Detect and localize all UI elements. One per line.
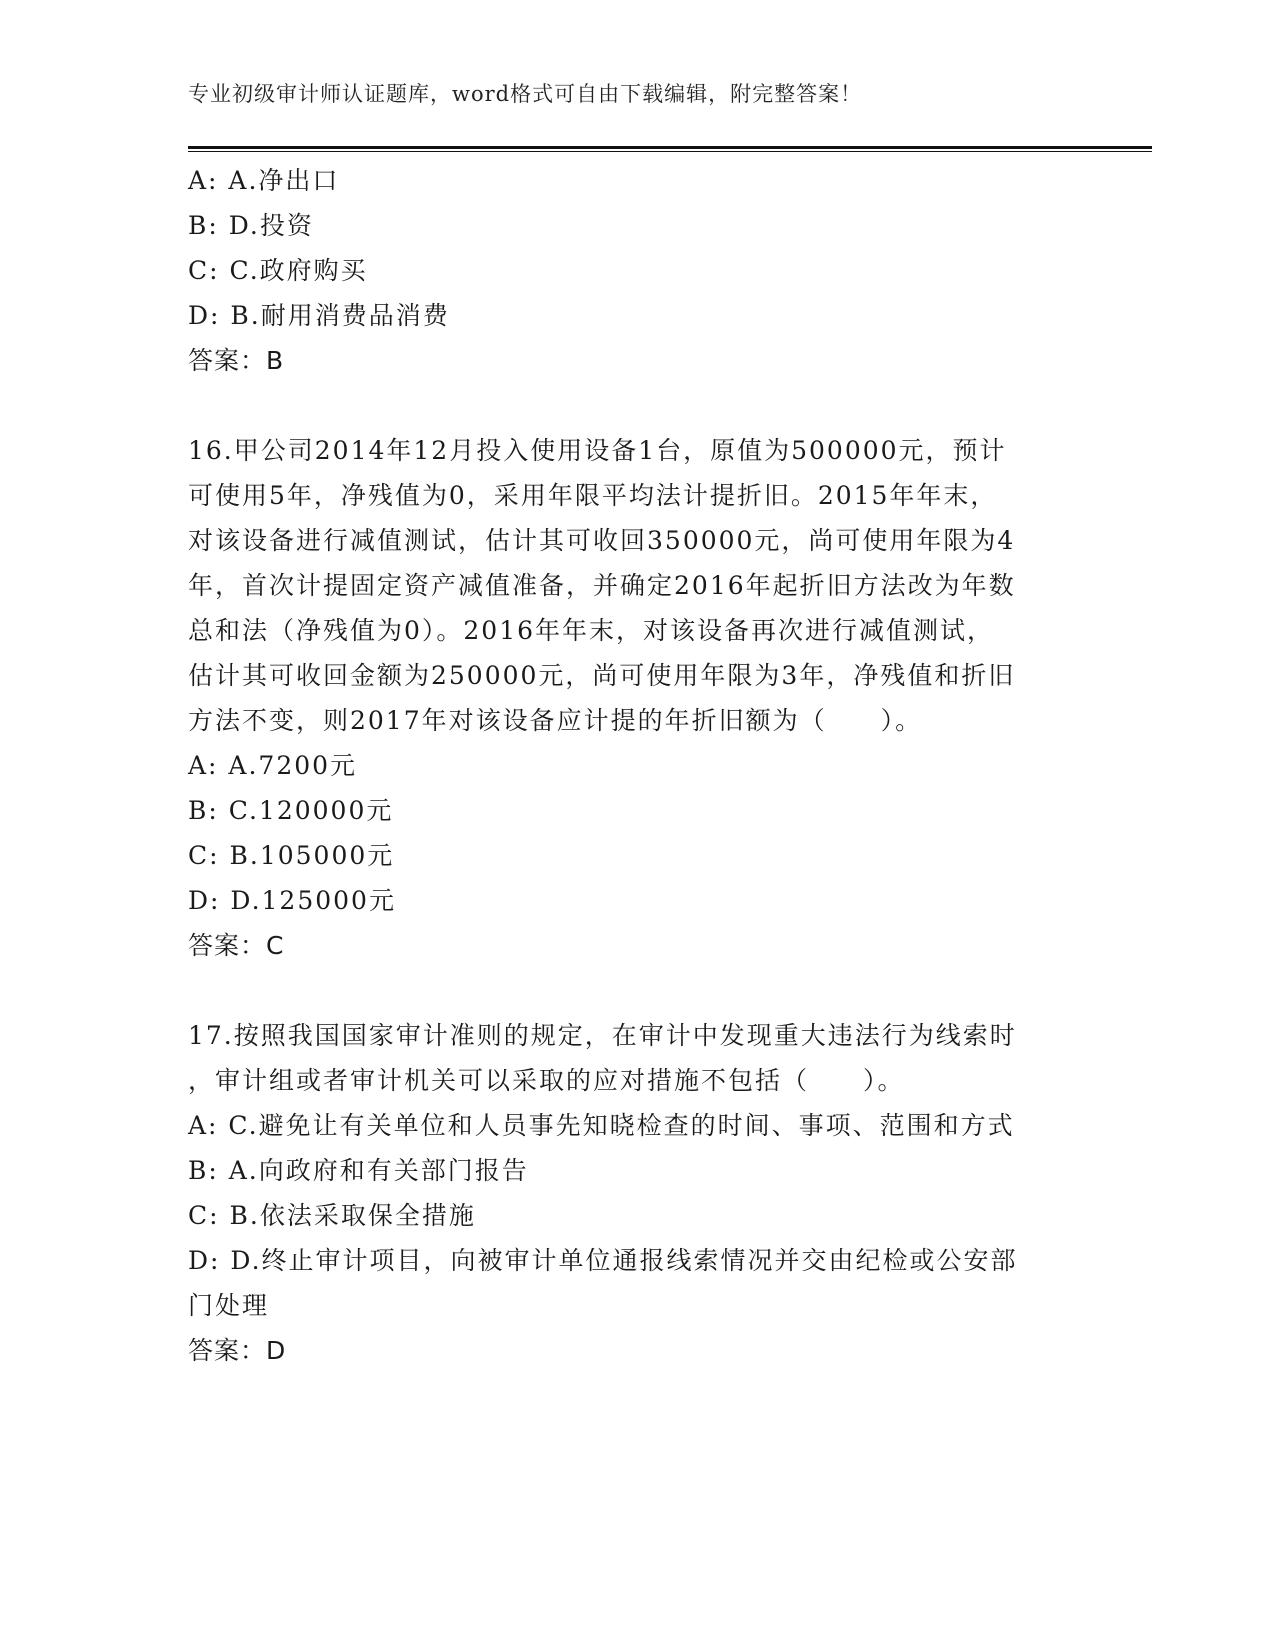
answer-line: 答案：B xyxy=(188,346,285,375)
question-stem-line: ，审计组或者审计机关可以采取的应对措施不包括（ ）。 xyxy=(188,1066,905,1095)
option-a: A: C.避免让有关单位和人员事先知晓检查的时间、事项、范围和方式 xyxy=(188,1111,1015,1140)
option-b: B: C.120000元 xyxy=(188,796,394,825)
option-a: A: A.净出口 xyxy=(188,166,340,195)
spacer xyxy=(188,968,1148,1013)
question-stem-line: 方法不变，则2017年对该设备应计提的年折旧额为（ ）。 xyxy=(188,706,923,735)
option-c: C: B.依法采取保全措施 xyxy=(188,1201,476,1230)
question-stem-line: 17.按照我国国家审计准则的规定，在审计中发现重大违法行为线索时 xyxy=(188,1021,1017,1050)
question-content xyxy=(188,158,1148,1373)
header-rule-thick xyxy=(188,146,1152,149)
page-header: 专业初级审计师认证题库，word格式可自由下载编辑，附完整答案！ xyxy=(188,82,863,106)
question-stem-line: 年，首次计提固定资产减值准备，并确定2016年起折旧方法改为年数 xyxy=(188,571,1016,600)
option-b: B: D.投资 xyxy=(188,211,314,240)
question-15 xyxy=(188,158,1148,383)
header-rule-thin xyxy=(188,151,1152,152)
option-c: C: C.政府购买 xyxy=(188,256,368,285)
answer-line: 答案：D xyxy=(188,1336,287,1365)
spacer xyxy=(188,383,1148,428)
option-d: D: B.耐用消费品消费 xyxy=(188,301,450,330)
option-b: B: A.向政府和有关部门报告 xyxy=(188,1156,529,1185)
option-a: A: A.7200元 xyxy=(188,751,358,780)
option-c: C: B.105000元 xyxy=(188,841,395,870)
question-17 xyxy=(188,1013,1148,1373)
question-stem-line: 16.甲公司2014年12月投入使用设备1台，原值为500000元，预计 xyxy=(188,436,1007,465)
question-stem-line: 可使用5年，净残值为0，采用年限平均法计提折旧。2015年年末， xyxy=(188,481,998,510)
option-d: D: D.终止审计项目，向被审计单位通报线索情况并交由纪检或公安部 xyxy=(188,1246,1018,1275)
question-16 xyxy=(188,428,1148,968)
option-d: D: D.125000元 xyxy=(188,886,396,915)
question-stem-line: 总和法（净残值为0）。2016年年末，对该设备再次进行减值测试， xyxy=(188,616,995,645)
question-stem-line: 对该设备进行减值测试，估计其可收回350000元，尚可使用年限为4 xyxy=(188,526,1016,555)
option-d-continued: 门处理 xyxy=(188,1291,270,1320)
answer-line: 答案：C xyxy=(188,931,285,960)
question-stem-line: 估计其可收回金额为250000元，尚可使用年限为3年，净残值和折旧 xyxy=(188,661,1016,690)
